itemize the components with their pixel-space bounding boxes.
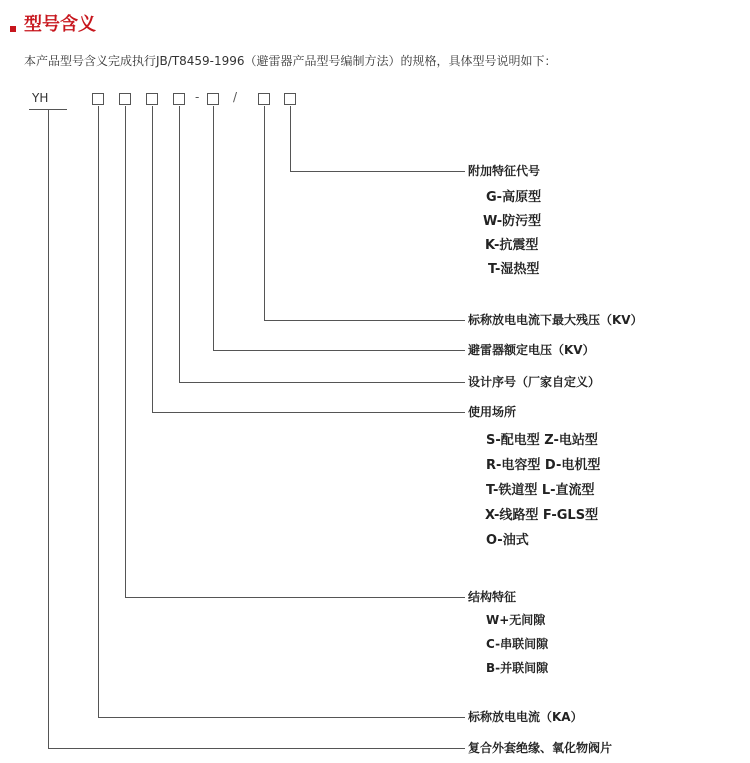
option-usage-s-z: S-配电型 Z-电站型: [486, 433, 598, 448]
label-additional-code: 附加特征代号: [468, 164, 541, 178]
option-additional-k: K-抗震型: [485, 238, 539, 253]
label-design-number: 设计序号（厂家自定义）: [468, 375, 601, 389]
label-insulation-valve: 复合外套绝缘、氧化物阀片: [468, 741, 613, 755]
label-residual-voltage: 标称放电电流下最大残压（KV）: [468, 313, 643, 327]
label-structure: 结构特征: [468, 590, 517, 604]
option-additional-t: T-湿热型: [488, 262, 540, 277]
label-usage: 使用场所: [468, 405, 517, 419]
option-usage-t-l: T-铁道型 L-直流型: [486, 483, 595, 498]
page-title: 型号含义: [24, 14, 96, 35]
intro-text: 本产品型号含义完成执行JB/T8459-1996（避雷器产品型号编制方法）的规格，具体型号说明如下：: [24, 54, 557, 68]
option-structure-c: C-串联间隙: [486, 637, 549, 651]
connector-design: [180, 106, 466, 383]
label-rated-voltage: 避雷器额定电压（KV）: [468, 343, 595, 357]
label-nominal-current: 标称放电电流（KA）: [468, 710, 583, 724]
option-structure-w: W+无间隙: [486, 613, 546, 627]
code-prefix: YH: [32, 91, 49, 105]
option-usage-o: O-油式: [486, 533, 529, 548]
option-additional-g: G-高原型: [486, 190, 542, 205]
option-usage-r-d: R-电容型 D-电机型: [486, 458, 601, 473]
code-slash: /: [233, 90, 238, 104]
option-structure-b: B-并联间隙: [486, 661, 549, 675]
option-additional-w: W-防污型: [483, 214, 542, 229]
code-dash: -: [195, 90, 200, 104]
connector-additional: [291, 106, 466, 172]
option-usage-x-f: X-线路型 F-GLS型: [485, 508, 599, 523]
connector-structure: [126, 106, 466, 598]
connector-prefix: [49, 110, 466, 749]
connector-rated-voltage: [214, 106, 466, 351]
connector-residual-voltage: [265, 106, 466, 321]
connector-usage: [153, 106, 466, 413]
connector-current: [99, 106, 466, 718]
